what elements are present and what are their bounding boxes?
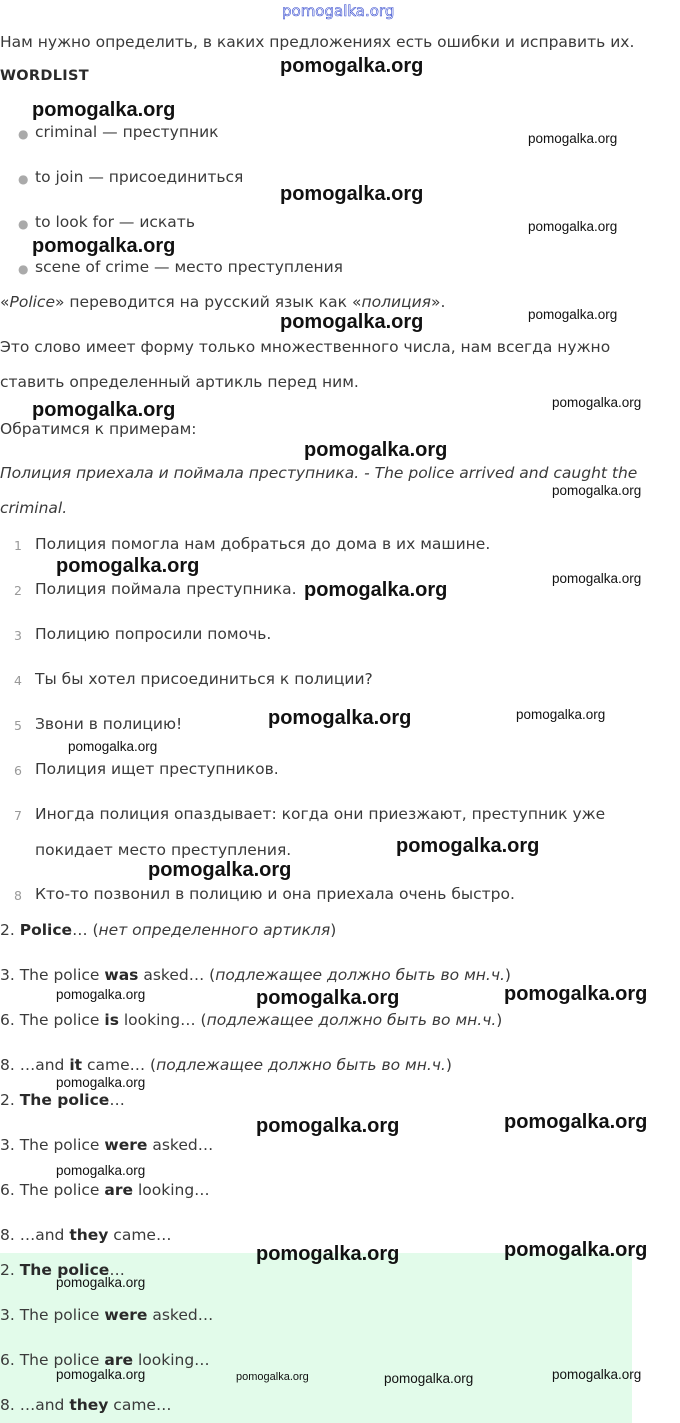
wordlist-item: to join — присоединиться <box>35 168 244 186</box>
sentence-number: 4 <box>14 673 22 688</box>
watermark: pomogalka.org <box>56 1275 146 1290</box>
sentence-text: Иногда полиция опаздывает: когда они приезжают, преступник уже <box>35 805 606 823</box>
sentence-number: 5 <box>14 718 22 733</box>
watermark: pomogalka.org <box>148 859 292 881</box>
sentence-text: Полицию попросили помочь. <box>35 625 272 643</box>
watermark: pomogalka.org <box>528 131 618 146</box>
watermark: pomogalka.org <box>56 555 200 577</box>
watermark: pomogalka.org <box>236 1371 309 1383</box>
error-item: 3. The police was asked… (подлежащее должно быть во мн.ч.) <box>0 966 511 984</box>
correction-item: 6. The police are looking… <box>0 1181 210 1199</box>
intro-text: Нам нужно определить, в каких предложениях есть ошибки и исправить их. <box>0 33 635 51</box>
watermark: pomogalka.org <box>268 707 412 729</box>
top-watermark[interactable]: pomogalka.org <box>282 2 395 20</box>
sentence-number: 8 <box>14 888 22 903</box>
sentence-number: 1 <box>14 538 22 553</box>
bullet-icon: ● <box>18 172 29 186</box>
sentence-number: 6 <box>14 763 22 778</box>
watermark: pomogalka.org <box>552 395 642 410</box>
watermark: pomogalka.org <box>304 439 448 461</box>
watermark: pomogalka.org <box>280 311 424 333</box>
watermark: pomogalka.org <box>280 55 424 77</box>
watermark: pomogalka.org <box>384 1371 474 1386</box>
watermark: pomogalka.org <box>528 219 618 234</box>
watermark: pomogalka.org <box>528 307 618 322</box>
watermark: pomogalka.org <box>256 1243 400 1265</box>
rule-line-2: ставить определенный артикль перед ним. <box>0 373 359 391</box>
example-line-2: criminal. <box>0 499 68 517</box>
police-translation-note: «Police» переводится на русский язык как «полиция». <box>0 293 446 311</box>
correction-item: 3. The police were asked… <box>0 1136 214 1154</box>
answer-item: 3. The police were asked… <box>0 1306 214 1324</box>
answer-item: 2. The police… <box>0 1261 125 1279</box>
sentence-number: 7 <box>14 808 22 823</box>
answer-item: 8. …and they came… <box>0 1396 172 1414</box>
watermark: pomogalka.org <box>56 1367 146 1382</box>
wordlist-item: criminal — преступник <box>35 123 219 141</box>
wordlist-item: to look for — искать <box>35 213 195 231</box>
answer-item: 6. The police are looking… <box>0 1351 210 1369</box>
wordlist-item: scene of crime — место преступления <box>35 258 344 276</box>
sentence-text: Звони в полицию! <box>35 715 183 733</box>
watermark: pomogalka.org <box>504 1239 648 1261</box>
sentence-text: Ты бы хотел присоединиться к полиции? <box>35 670 373 688</box>
sentence-number: 3 <box>14 628 22 643</box>
watermark: pomogalka.org <box>32 99 176 121</box>
watermark: pomogalka.org <box>256 987 400 1009</box>
watermark: pomogalka.org <box>32 235 176 257</box>
correction-item: 8. …and they came… <box>0 1226 172 1244</box>
sentence-text: Полиция ищет преступников. <box>35 760 279 778</box>
rule-line-1: Это слово имеет форму только множественного числа, нам всегда нужно <box>0 338 611 356</box>
watermark: pomogalka.org <box>68 739 158 754</box>
watermark: pomogalka.org <box>256 1115 400 1137</box>
watermark: pomogalka.org <box>56 1075 146 1090</box>
watermark: pomogalka.org <box>56 1163 146 1178</box>
wordlist-heading: WORDLIST <box>0 68 89 84</box>
sentence-text: Полиция помогла нам добраться до дома в их машине. <box>35 535 491 553</box>
error-item: 8. …and it came… (подлежащее должно быть во мн.ч.) <box>0 1056 452 1074</box>
watermark: pomogalka.org <box>552 571 642 586</box>
watermark: pomogalka.org <box>396 835 540 857</box>
sentence-text-continued: покидает место преступления. <box>35 841 292 859</box>
examples-heading: Обратимся к примерам: <box>0 420 197 438</box>
watermark: pomogalka.org <box>32 399 176 421</box>
error-item: 6. The police is looking… (подлежащее должно быть во мн.ч.) <box>0 1011 503 1029</box>
watermark: pomogalka.org <box>504 983 648 1005</box>
sentence-text: Кто-то позвонил в полицию и она приехала очень быстро. <box>35 885 515 903</box>
watermark: pomogalka.org <box>304 579 448 601</box>
sentence-text: Полиция поймала преступника. <box>35 580 297 598</box>
correction-item: 2. The police… <box>0 1091 125 1109</box>
error-item: 2. Police… (нет определенного артикля) <box>0 921 337 939</box>
example-line-1: Полиция приехала и поймала преступника. - The police arrived and caught the <box>0 464 638 482</box>
watermark: pomogalka.org <box>552 1367 642 1382</box>
watermark: pomogalka.org <box>280 183 424 205</box>
bullet-icon: ● <box>18 217 29 231</box>
watermark: pomogalka.org <box>516 707 606 722</box>
bullet-icon: ● <box>18 127 29 141</box>
watermark: pomogalka.org <box>504 1111 648 1133</box>
bullet-icon: ● <box>18 262 29 276</box>
watermark: pomogalka.org <box>56 987 146 1002</box>
watermark: pomogalka.org <box>552 483 642 498</box>
sentence-number: 2 <box>14 583 22 598</box>
